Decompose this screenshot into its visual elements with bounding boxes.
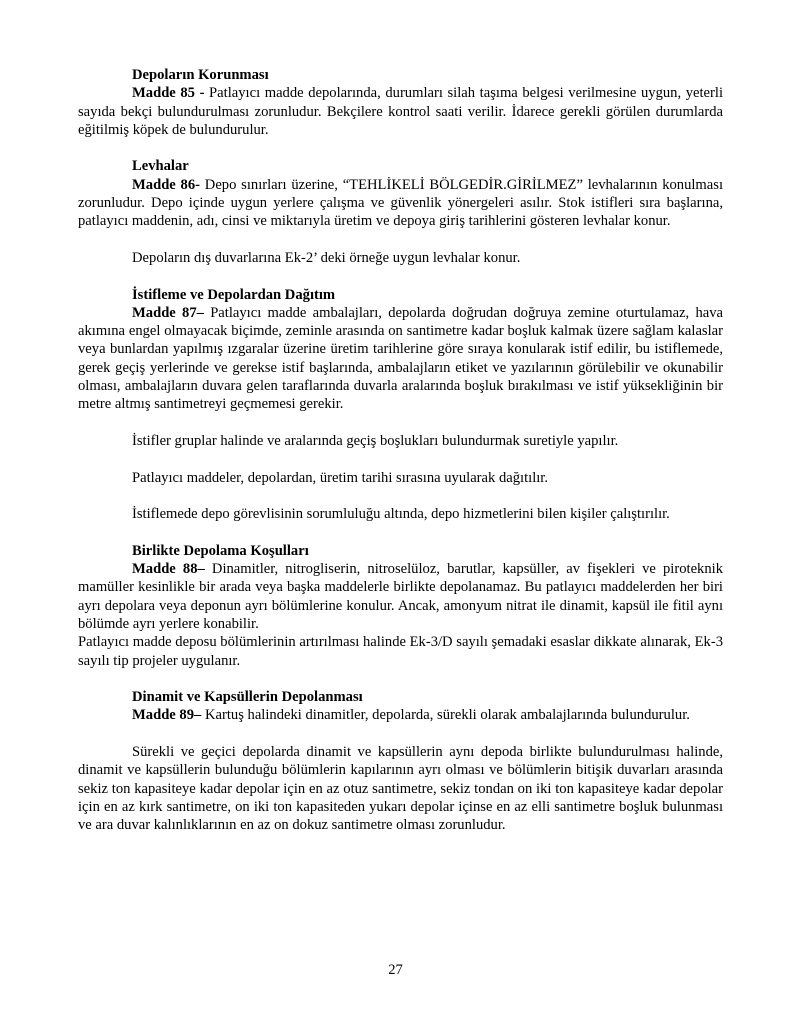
paragraph: Depoların dış duvarlarına Ek-2’ deki örneğe uygun levhalar konur. <box>132 249 521 266</box>
article-text: Patlayıcı madde ambalajları, depolarda doğrudan doğruya zemine oturtulamaz, hava akımına engel olmayacak biçimde, zeminle arasında on santimetre kadar boşluk kalmak üzere sağlam kalaslar veya bunlardan yapılmış ızgaralar üzerine üretim tarihlerine göre sıraya konularak istif edilir, bu istiflemede, gerek geçiş yerlerinde ve gerekse istif başlarında, ambalajların etiket ve yazılarının görülebilir ve okunabilir olması, ambalajların duvara gelen taraflarında duvarla aralarında boşluk bırakılması ve istif yüksekliğinin bir metre altmış santimetreyi geçmemesi gerekir. <box>78 304 723 413</box>
article-text: Dinamitler, nitrogliserin, nitroselüloz, barutlar, kapsüller, av fişekleri ve piroteknik mamüller kesinlikle bir arada veya başka maddelerle birlikte depolanamaz. Bu patlayıcı maddelerden her biri ayrı depolara veya deponun ayrı bölümlerine konulur. Ancak, amonyum nitrat ile dinamit, kapsül ile fitil aynı bölümde ayrı yerlere konabilir. <box>78 561 723 632</box>
article-paragraph <box>78 560 723 633</box>
section-heading: Depoların Korunması <box>132 67 269 83</box>
article-paragraph <box>78 304 723 414</box>
article-number: Madde 85 - <box>132 85 205 102</box>
article-paragraph <box>78 84 723 139</box>
article-text: Patlayıcı madde depolarında, durumları silah taşıma belgesi verilmesine uygun, yeterli sayıda bekçi bulundurulması zorunludur. Bekçilere kontrol saati verilir. İdarece gerekli görülen durumlarda eğitilmiş köpek de bulundurulur. <box>78 85 723 138</box>
article-text: Depo sınırları üzerine, “TEHLİKELİ BÖLGEDİR.GİRİLMEZ” levhalarının konulması zorunludur. Depo içinde uygun yerlere çalışma ve güvenlik yönergeleri asılır. Stok istifleri sıra başlarına, patlayıcı maddenin, adı, cinsi ve miktarıyla üretim ve depoya giriş tarihlerini gösteren levhalar konur. <box>78 176 723 230</box>
section-heading: Dinamit ve Kapsüllerin Depolanması <box>132 689 363 706</box>
article-number: Madde 89– <box>132 707 202 724</box>
section-heading: İstifleme ve Depolardan Dağıtım <box>132 286 336 303</box>
document-body <box>78 66 723 834</box>
paragraph: Patlayıcı maddeler, depolardan, üretim tarihi sırasına uyularak dağıtılır. <box>132 469 549 486</box>
section-88 <box>78 542 723 670</box>
section-86 <box>78 157 723 267</box>
article-number: Madde 87– <box>132 304 204 321</box>
article-text: Kartuş halindeki dinamitler, depolarda, sürekli olarak ambalajlarında bulundurulur. <box>201 707 690 724</box>
paragraph: İstiflemede depo görevlisinin sorumluluğu altında, depo hizmetlerini bilen kişiler çalıştırılır. <box>132 506 670 523</box>
page-number: 27 <box>388 962 403 978</box>
paragraph: Sürekli ve geçici depolarda dinamit ve kapsüllerin aynı depoda birlikte bulundurulması halinde, dinamit ve kapsüllerin bulunduğu bölümlerin kapılarının ayrı olması ve bölümlerin bitişik duvarları arasında sekiz ton kapasiteye kadar depolar için en az otuz santimetre, sekiz tondan on iki ton kapasiteye kadar depolar için en az kırk santimetre, on iki ton kapasiteden yukarı depolar içinse en az elli santimetre boşluk bulunması ve ara duvar kalınlıklarının en az on dokuz santimetre olması zorunludur. <box>78 743 723 834</box>
article-number: Madde 86- <box>132 176 201 193</box>
section-87 <box>78 286 723 524</box>
paragraph: Patlayıcı madde deposu bölümlerinin artırılması halinde Ek-3/D sayılı şemadaki esaslar dikkate alınarak, Ek-3 sayılı tip projeler uygulanır. <box>78 634 723 669</box>
section-89 <box>78 688 723 834</box>
section-85 <box>78 66 723 139</box>
paragraph: İstifler gruplar halinde ve aralarında geçiş boşlukları bulundurmak suretiyle yapılır. <box>132 432 619 449</box>
article-paragraph <box>78 706 723 724</box>
section-heading: Levhalar <box>132 158 189 175</box>
article-paragraph <box>78 176 723 231</box>
article-number: Madde 88– <box>132 561 205 578</box>
section-heading: Birlikte Depolama Koşulları <box>132 542 309 559</box>
